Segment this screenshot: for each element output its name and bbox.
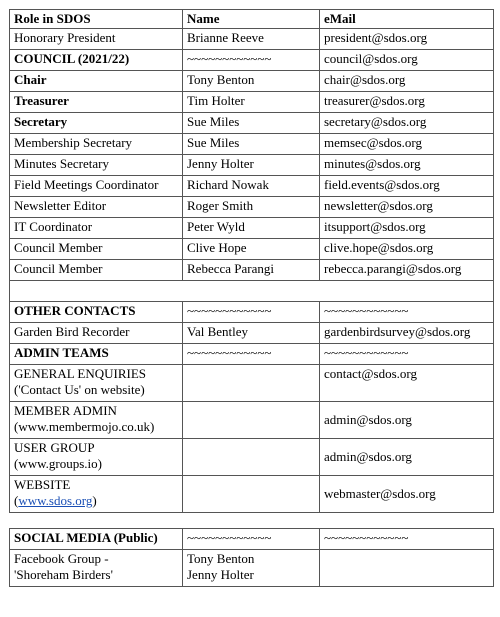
role-cell: [10, 550, 183, 587]
social-media-table: [9, 528, 494, 587]
role-note: (www.groups.io): [14, 456, 102, 471]
email-cell: contact@sdos.org: [320, 365, 494, 402]
name-cell: ~~~~~~~~~~~~: [183, 344, 320, 365]
name-cell: ~~~~~~~~~~~~: [183, 529, 320, 550]
table-row: [10, 260, 494, 281]
table-row: [10, 92, 494, 113]
role-cell: Garden Bird Recorder: [10, 323, 183, 344]
header-role: Role in SDOS: [10, 10, 183, 29]
role-note: (www.membermojo.co.uk): [14, 419, 155, 434]
table-row: [10, 365, 494, 402]
role-cell: [10, 439, 183, 476]
website-link[interactable]: www.sdos.org: [18, 493, 93, 508]
name-cell: Brianne Reeve: [183, 29, 320, 50]
blank-cell: [10, 281, 494, 302]
email-cell: webmaster@sdos.org: [320, 476, 494, 513]
role-cell: Chair: [10, 71, 183, 92]
email-cell: newsletter@sdos.org: [320, 197, 494, 218]
header-email: eMail: [320, 10, 494, 29]
email-cell: field.events@sdos.org: [320, 176, 494, 197]
role-line: Facebook Group -: [14, 551, 109, 566]
table-row: [10, 344, 494, 365]
name-cell: [183, 476, 320, 513]
role-cell: [10, 402, 183, 439]
contacts-document: [9, 9, 493, 587]
role-note: 'Shoreham Birders': [14, 567, 113, 582]
table-row: [10, 50, 494, 71]
paren-open: (: [14, 493, 19, 508]
table-row: [10, 476, 494, 513]
name-cell: Tim Holter: [183, 92, 320, 113]
role-cell: ADMIN TEAMS: [10, 344, 183, 365]
table-row: [10, 302, 494, 323]
name-cell: [183, 550, 320, 587]
name-cell: [183, 439, 320, 476]
name-cell: Sue Miles: [183, 113, 320, 134]
header-row: [10, 10, 494, 29]
table-row: [10, 402, 494, 439]
email-cell: secretary@sdos.org: [320, 113, 494, 134]
email-cell: president@sdos.org: [320, 29, 494, 50]
name-cell: Rebecca Parangi: [183, 260, 320, 281]
email-cell: minutes@sdos.org: [320, 155, 494, 176]
role-cell: Newsletter Editor: [10, 197, 183, 218]
role-cell: Council Member: [10, 260, 183, 281]
role-cell: COUNCIL (2021/22): [10, 50, 183, 71]
blank-row: [10, 281, 494, 302]
table-row: [10, 197, 494, 218]
name-line: Tony Benton: [187, 551, 255, 566]
table-row: [10, 439, 494, 476]
name-cell: ~~~~~~~~~~~~: [183, 50, 320, 71]
role-cell: Council Member: [10, 239, 183, 260]
email-cell: clive.hope@sdos.org: [320, 239, 494, 260]
role-cell: Membership Secretary: [10, 134, 183, 155]
contacts-table: [9, 9, 494, 513]
header-name: Name: [183, 10, 320, 29]
role-cell: [10, 476, 183, 513]
email-cell: admin@sdos.org: [320, 439, 494, 476]
email-cell: chair@sdos.org: [320, 71, 494, 92]
email-cell: council@sdos.org: [320, 50, 494, 71]
role-cell: OTHER CONTACTS: [10, 302, 183, 323]
role-line: WEBSITE: [14, 477, 71, 492]
role-cell: Secretary: [10, 113, 183, 134]
name-cell: Roger Smith: [183, 197, 320, 218]
role-cell: Field Meetings Coordinator: [10, 176, 183, 197]
table-row: [10, 71, 494, 92]
table-row: [10, 134, 494, 155]
role-line: MEMBER ADMIN: [14, 403, 117, 418]
name-cell: Richard Nowak: [183, 176, 320, 197]
table-row: [10, 29, 494, 50]
email-cell: admin@sdos.org: [320, 402, 494, 439]
name-cell: [183, 402, 320, 439]
role-cell: [10, 365, 183, 402]
role-cell: Treasurer: [10, 92, 183, 113]
table-row: [10, 113, 494, 134]
table-row: [10, 176, 494, 197]
email-cell: itsupport@sdos.org: [320, 218, 494, 239]
role-cell: Minutes Secretary: [10, 155, 183, 176]
email-cell: memsec@sdos.org: [320, 134, 494, 155]
social-heading: SOCIAL MEDIA (Public): [10, 529, 183, 550]
name-cell: Peter Wyld: [183, 218, 320, 239]
social-heading-row: [10, 529, 494, 550]
name-cell: Tony Benton: [183, 71, 320, 92]
email-cell: ~~~~~~~~~~~~: [320, 529, 494, 550]
role-line: GENERAL ENQUIRIES: [14, 366, 147, 381]
email-cell: rebecca.parangi@sdos.org: [320, 260, 494, 281]
role-cell: Honorary President: [10, 29, 183, 50]
table-row: [10, 550, 494, 587]
role-line: USER GROUP: [14, 440, 95, 455]
name-cell: Val Bentley: [183, 323, 320, 344]
table-row: [10, 218, 494, 239]
name-cell: ~~~~~~~~~~~~: [183, 302, 320, 323]
email-cell: ~~~~~~~~~~~~: [320, 344, 494, 365]
name-line: Jenny Holter: [187, 567, 254, 582]
name-cell: Jenny Holter: [183, 155, 320, 176]
role-cell: IT Coordinator: [10, 218, 183, 239]
role-note: [14, 493, 178, 509]
email-cell: [320, 550, 494, 587]
paren-close: ): [92, 493, 97, 508]
email-cell: treasurer@sdos.org: [320, 92, 494, 113]
name-cell: [183, 365, 320, 402]
email-cell: ~~~~~~~~~~~~: [320, 302, 494, 323]
table-row: [10, 155, 494, 176]
name-cell: Sue Miles: [183, 134, 320, 155]
role-note: ('Contact Us' on website): [14, 382, 145, 397]
email-cell: gardenbirdsurvey@sdos.org: [320, 323, 494, 344]
name-cell: Clive Hope: [183, 239, 320, 260]
table-row: [10, 239, 494, 260]
table-row: [10, 323, 494, 344]
